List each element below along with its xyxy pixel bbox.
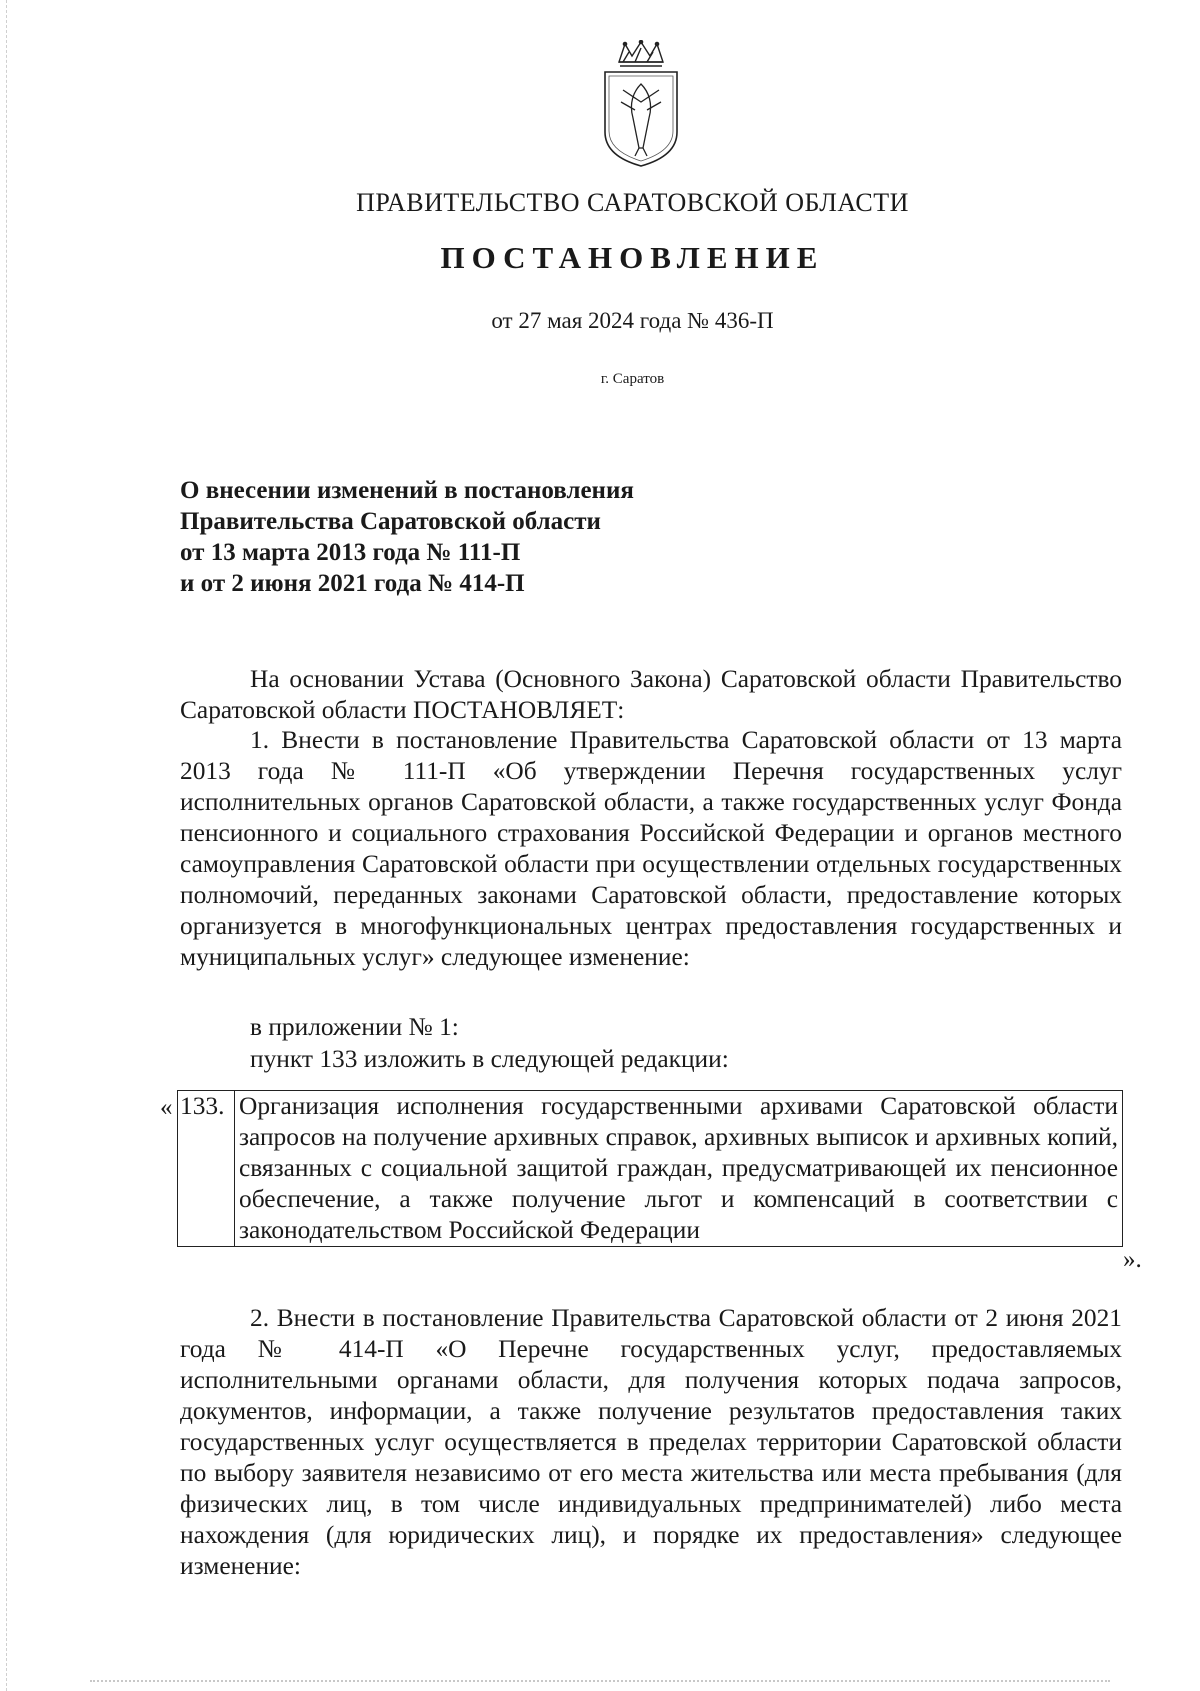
subject-line: Правительства Саратовской области	[180, 508, 601, 535]
annex-line: в приложении № 1:	[250, 1013, 459, 1041]
item-1-text: 1. Внести в постановление Правительства Саратовской области от 13 марта 2013 года № 111-П «Об утверждении Перечня государственных услуг исполнительных органов Саратовской области, а также государственных услуг Фонда пенсионного и социального страхования Российской Федерации и органов местного самоуправления Саратовской области при осуществлении отдельных государственных полномочий, переданных законами Саратовской области, предоставление которых организуется в многофункциональных центрах предоставления государственных и муниципальных услуг» следующее изменение:	[180, 726, 1122, 971]
point-line: пункт 133 изложить в следующей редакции:	[250, 1045, 729, 1073]
amendment-quote-open: «	[160, 1094, 173, 1121]
amendment-text-cell: Организация исполнения государственными архивами Саратовской области запросов на получение архивных справок, архивных выписок и архивных копий, связанных с социальной защитой граждан, предусматривающей их пенсионное обеспечение, а также получение льгот и компенсаций в соответствии с законодательством Российской Федерации	[235, 1091, 1123, 1247]
subject-line: от 13 марта 2013 года № 111-П	[180, 539, 521, 566]
document-date-number: от 27 мая 2024 года № 436-П	[491, 308, 774, 333]
scan-bottom-artifact	[90, 1680, 1110, 1684]
document-subject	[180, 475, 880, 599]
item-2-paragraph	[180, 1303, 1122, 1582]
table-row	[178, 1091, 1123, 1247]
subject-line: О внесении изменений в постановления	[180, 477, 634, 504]
saratov-coat-of-arms-icon	[599, 40, 683, 168]
basis-paragraph	[180, 664, 1122, 726]
document-type-heading: ПОСТАНОВЛЕНИЕ	[440, 240, 825, 275]
government-title: ПРАВИТЕЛЬСТВО САРАТОВСКОЙ ОБЛАСТИ	[356, 188, 909, 217]
subject-line: и от 2 июня 2021 года № 414-П	[180, 570, 525, 597]
amendment-number-cell: 133.	[178, 1091, 235, 1247]
item-1-paragraph	[180, 725, 1122, 973]
basis-text: На основании Устава (Основного Закона) Саратовской области Правительство Саратовской области ПОСТАНОВЛЯЕТ:	[180, 665, 1122, 724]
item-2-text: 2. Внести в постановление Правительства Саратовской области от 2 июня 2021 года № 414-П «О Перечне государственных услуг, предоставляемых исполнительными органами области, для получения которых подача запросов, документов, информации, а также получение результатов предоставления таких государственных услуг осуществляется в пределах территории Саратовской области по выбору заявителя независимо от его места жительства или места пребывания (для физических лиц, в том числе индивидуальных предпринимателей) либо места нахождения (для юридических лиц), и порядке их предоставления» следующее изменение:	[180, 1304, 1122, 1580]
amendment-table	[177, 1090, 1123, 1247]
amendment-quote-close: ».	[1123, 1246, 1142, 1273]
document-city: г. Саратов	[600, 371, 665, 387]
